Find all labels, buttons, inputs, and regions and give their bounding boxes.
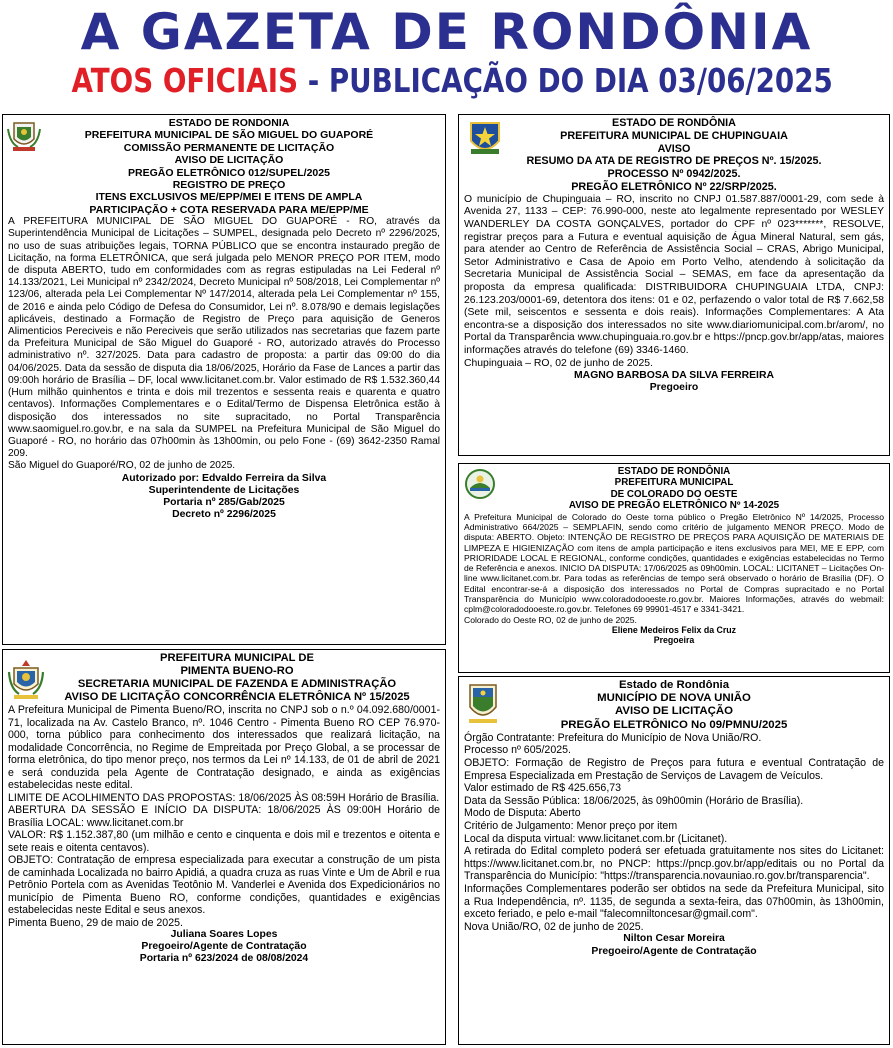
header-line: ITENS EXCLUSIVOS ME/EPP/MEI E ITENS DE AMPLA (95, 191, 363, 204)
header-line: PREFEITURA MUNICIPAL DE SÃO MIGUEL DO GUAPORÉ (84, 129, 374, 142)
place-date: Colorado do Oeste RO, 02 de junho de 2025. (464, 614, 637, 625)
newspaper-title: A GAZETA DE RONDÔNIA (80, 3, 813, 61)
notice-body: A Prefeitura Municipal de Colorado do Oeste torna público o Pregão Eletrônico Nº 14/2025, Processo Administrativo 664/2025 – SEMPLAFIN, sendo como critério de julgamento MENOR PREÇO. Modo de disputa: ABERTO. Objeto: INTENÇÃO DE REGISTRO DE PREÇOS PARA AQUISIÇÃO DE MATERIAIS DE LIMPEZA E HIGIENIZAÇÃO com itens de ampla participação e itens exclusivos para MEI, ME E EPP, com PRIORIDADE LOCAL E REGIONAL, conforme condições, quantidades e exigências estabelecidas no Termo de Referência e anexos. INICIO DA DISPUTA: 17/06/2025 as 09h00min. LOCAL: LICITANET – Licitações On-line www.licitanet.com.br. Para todas as referências de tempo será observado o horário de Brasília (DF). O Edital encontrar-se-á a disposição dos interessados no Portal de Compras supracitado e no Portal Transparência do Município www.coloradodooeste.ro.gov.br. Maiores Informações, através do webmail: cplm@coloradodooeste.ro.gov.br. Telefones 69 99901-4517 e 3341-3421. (464, 511, 884, 615)
notice-paragraph: Data da Sessão Pública: 18/06/2025, às 09h00min (Horário de Brasília). (464, 794, 804, 807)
signatory-line: Autorizado por: Edvaldo Ferreira da Silva (121, 472, 327, 484)
notice-paragraph: Modo de Disputa: Aberto (464, 807, 581, 820)
notice-paragraph: Valor estimado de R$ 425.656,73 (464, 782, 622, 795)
signatory-line: Portaria nº 285/Gab/2025 (163, 496, 285, 508)
signatory-line: Superintendente de Licitações (148, 484, 300, 496)
signatory-line: MAGNO BARBOSA DA SILVA FERREIRA (574, 370, 774, 382)
subtitle-section: ATOS OFICIAIS (71, 61, 299, 100)
header-line: ESTADO DE RONDÔNIA (617, 466, 731, 477)
header-line: PROCESSO Nº 0942/2025. (607, 168, 741, 181)
header-line: AVISO DE LICITAÇÃO CONCORRÊNCIA ELETRÔNICA Nº 15/2025 (64, 691, 410, 703)
notice-pimenta-bueno (2, 649, 446, 1045)
signatory-line: Nilton Cesar Moreira (623, 933, 725, 945)
header-line: AVISO DE LICITAÇÃO (615, 705, 733, 718)
signatory-line: Decreto nº 2296/2025 (172, 509, 276, 521)
notice-sao-miguel (2, 114, 446, 645)
municipal-crest-icon (6, 658, 46, 702)
notice-chupinguaia (458, 114, 890, 456)
header-line: AVISO DE LICITAÇÃO (174, 154, 284, 167)
header-line: Estado de Rondônia (618, 679, 730, 691)
signatory-line: Pregoeiro/Agente de Contratação (591, 945, 757, 957)
signatory-line: Portaria nº 623/2024 de 08/08/2024 (139, 953, 309, 965)
municipal-crest-icon (465, 119, 505, 159)
place-date: Pimenta Bueno, 29 de maio de 2025. (8, 916, 183, 929)
header-line: PREGÃO ELETRÔNICO Nº 22/SRP/2025. (571, 180, 777, 193)
notice-paragraph: Órgão Contratante: Prefeitura do Município de Nova União/RO. (464, 731, 762, 744)
notice-paragraph: ABERTURA DA SESSÃO E INÍCIO DA DISPUTA: 18/06/2025 ÀS 09:00H Horário de Brasília LOCAL: www.licitanet.com.br (8, 804, 440, 829)
signatory-line: Eliene Medeiros Felix da Cruz (611, 624, 737, 635)
notice-nova-uniao (458, 676, 890, 1045)
signatory-line: Pregoeiro (649, 382, 699, 394)
header-line: ESTADO DE RONDÔNIA (612, 117, 736, 129)
notice-paragraph: Critério de Julgamento: Menor preço por item (464, 819, 678, 832)
notice-paragraph: Informações Complementares poderão ser obtidos na sede da Prefeitura Municipal, sito a Rua Independência, nº. 1135, de segunda a sexta-feira, das 07h00min, às 13h00min, exceto feriado, e pelo e-mail "falecomniltoncesar@gmail.com". (464, 882, 884, 921)
header-line: COMISSÃO PERMANENTE DE LICITAÇÃO (123, 141, 335, 154)
notice-paragraph: OBJETO: Formação de Registro de Preços para futura e eventual Contratação de Empresa Especializada em Prestação de Serviços de Lavagem de Veículos. (464, 757, 884, 782)
subtitle-date: - PUBLICAÇÃO DO DIA 03/06/2025 (298, 61, 833, 100)
notice-paragraph: A retirada do Edital completo poderá ser efetuada gratuitamente nos sites do Licitanet: https://www.licitanet.com.br, no PNCP: https://pncp.gov.br/app/editais ou no Portal da Transparência do Município: "https://transparencia.novauniao.ro.gov.br/transparencia". (464, 845, 884, 883)
header-line: PREFEITURA MUNICIPAL (614, 477, 734, 489)
header-line: AVISO DE PREGÃO ELETRÔNICO Nº 14-2025 (568, 500, 780, 512)
notice-paragraph: Processo nº 605/2025. (464, 744, 571, 757)
notice-paragraph: VALOR: R$ 1.152.387,80 (um milhão e cento e cinquenta e dois mil e trezentos e oitenta e sete reais e oitenta centavos). (8, 829, 440, 854)
municipal-crest-icon (465, 681, 501, 725)
header-line: AVISO (657, 142, 691, 155)
place-date: Chupinguaia – RO, 02 de junho de 2025. (464, 357, 653, 369)
municipal-crest-icon (464, 468, 496, 500)
signatory-line: Pregoeira (653, 635, 695, 646)
place-date: Nova União/RO, 02 de junho de 2025. (464, 920, 644, 933)
notice-body: O município de Chupinguaia – RO, inscrito no CNPJ 01.587.887/0001-29, com sede à Avenida 27, 1133 – CEP: 76.990-000, neste ato legalmente representado por WESLEY WANDERLEY DA COSTA GONÇALVES, portador do CPF nº 023*******, RESOLVE, registrar preços para a Futura e eventual aquisição de Água Mineral Natural, sem gás, para atender ao Centro de Referência de Assistência Social – CRAS, Abrigo Municipal, Setor Administrativo e Casa de Apoio em Porto Velho, atendendo à solicitação da Secretaria Municipal de Assistência Social – SEMAS, em face da apresentação da proposta da empresa qualificada: DISTRIBUIDORA CHUPINGUAIA LTDA, CNPJ: 26.123.203/0001-69, detentora dos itens: 01 e 02, perfazendo o valor total de R$ 7.662,58 (Sete mil, seiscentos e sessenta e dois reais). Informações Complementares: A Ata encontra-se a disposição dos interessados no site www.diariomunicipal.com.br/arom/, no Portal da Transparência www.chupinguaia.ro.gov.br e https://pncp.gov.br/app/atas, maiores informações através do telefone (69) 3346-1460. (464, 193, 884, 356)
signatory-line: Pregoeiro/Agente de Contratação (141, 941, 307, 953)
header-line: ESTADO DE RONDONIA (168, 117, 290, 129)
publication-subtitle (71, 60, 833, 102)
notice-paragraph: A Prefeitura Municipal de Pimenta Bueno/RO, inscrita no CNPJ sob o n.º 04.092.680/0001-71, localizada na Av. Castelo Branco, nº. 1046 Centro - Pimenta Bueno RO CEP 76.970-000, torna público para conhecimento dos interessados que realizará licitação, na modalidade Concorrência, no Regime de Empreitada por Preço Global, a se processar de forma eletrônica, do tipo menor preço, nos termos da Lei nº 14.133, de 01 de abril de 2021 e será conduzida pela Agente de Contratação designado, e ainda as exigências estabelecidas neste edital. (8, 704, 440, 791)
notice-colorado-do-oeste (458, 463, 890, 673)
header-line: RESUMO DA ATA DE REGISTRO DE PREÇOS Nº. 15/2025. (526, 155, 822, 168)
municipal-crest-icon (6, 119, 42, 153)
header-line: PREFEITURA MUNICIPAL DE CHUPINGUAIA (560, 129, 788, 142)
notice-paragraph: Local da disputa virtual: www.licitanet.com.br (Licitanet). (464, 832, 728, 845)
header-line: REGISTRO DE PREÇO (172, 179, 286, 192)
header-line: SECRETARIA MUNICIPAL DE FAZENDA E ADMINISTRAÇÃO (77, 678, 397, 690)
notice-paragraph: LIMITE DE ACOLHIMENTO DAS PROPOSTAS: 18/06/2025 ÀS 08:59H Horário de Brasília. (8, 791, 440, 804)
header-line: PARTICIPAÇÃO + COTA RESERVADA PARA ME/EPP/ME (89, 203, 369, 216)
header-line: PREGÃO ELETRÔNICO 012/SUPEL/2025 (128, 166, 330, 179)
header-line: DE COLORADO DO OESTE (610, 488, 738, 500)
notice-paragraph: OBJETO: Contratação de empresa especializada para executar a construção de um pista de caminhada Localizada no bairro Apidiá, a quadra cruza as ruas Vinte e Um de Abril e rua Petrônio Portela com as Avenidas Teotônio M. Vanderlei e Avenida dos Expedicionários no município de Pimenta Bueno RO, conforme condições, quantidades e exigências estabelecidas neste Edital e seus anexos. (8, 854, 440, 916)
place-date: São Miguel do Guaporé/RO, 02 de junho de 2025. (8, 460, 236, 472)
header-line: PREGÃO ELETRÔNICO No 09/PMNU/2025 (560, 718, 788, 731)
header-line: PIMENTA BUENO-RO (180, 665, 294, 677)
header-line: MUNICÍPIO DE NOVA UNIÃO (597, 692, 751, 705)
signatory-line: Juliana Soares Lopes (170, 929, 278, 940)
masthead (0, 0, 893, 102)
header-line: PREFEITURA MUNICIPAL DE (160, 652, 314, 664)
notice-body: A PREFEITURA MUNICIPAL DE SÃO MIGUEL DO GUAPORÉ - RO, através da Superintendência Municipal de Licitações – SUMPEL, designada pelo Decreto nº 2296/2025, no uso de suas atribuições legais, TORNA PÚBLICO que se encontra instaurado pregão de Licitação, na forma ELETRÔNICA, que será julgada pelo MENOR PREÇO POR ITEM, modo de disputa ABERTO, tudo em conformidades com as regras estipuladas na Lei Federal nº 14.133/2021, Lei Municipal nº 2342/2024, Decreto Municipal nº 508/2018, Lei Complementar nº 123/06, alterada pela Lei Complementar Nº 147/2014, alterada pela Lei Complementar nº 155, de 2016 e ainda pelo Código de Defesa do Consumidor, Lei nº. 8.078/90 e demais legislações aplicáveis, destinado a Formação de Registro de Preço para aquisição de Generos Alimenticios Pereciveis e não Pereciveis que serão utilizados nas secretarias que fazem parte da Prefeitura Municipal de São Miguel do Guaporé - RO, autorizado através do Processo administrativo nº. 327/2025. Data para cadastro de proposta: a partir das 09:00 do dia 04/06/2025. Data da sessão de disputa dia 18/06/2025, Horário da Fase de Lances a partir das 09:00h horário de Brasília – DF, local www.licitanet.com.br. Valor estimado de R$ 1.532.360,44 (Hum milhão quinhentos e trinta e dois mil trezentos e sessenta reais e quarenta e quatro centavos). Informações Complementares e o Edital/Termo de Dispensa Eletrônica estão à disposição dos interessados no site supracitado, no Portal Transparência www.saomiguel.ro.gov.br, e na sala da SUMPEL na Prefeitura Municipal de São Miguel do Guaporé - RO, no horário das 07h00min às 13h00min, ou pelo Fone - (69) 3642-2350 Ramal 209. (8, 216, 440, 460)
